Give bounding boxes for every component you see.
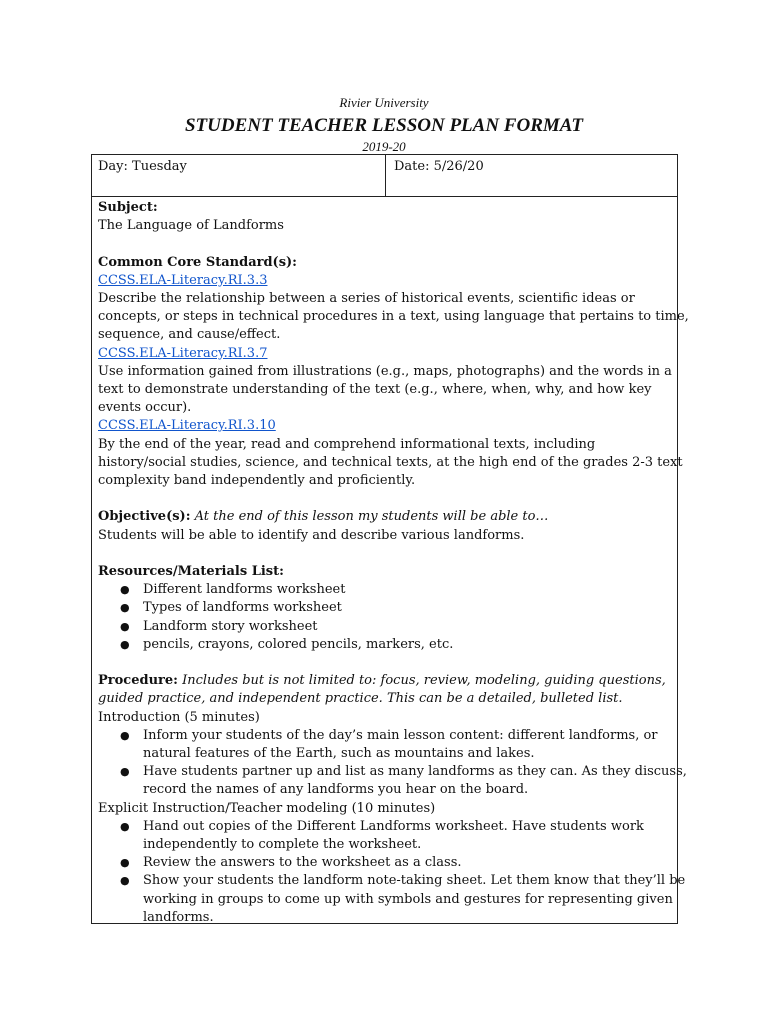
intro-list [98,727,687,800]
subject-label: Subject: [98,200,158,215]
explicit-instruction-heading: Explicit Instruction/Teacher modeling (10 minutes) [98,800,436,816]
standard-link-ri-3-10[interactable]: CCSS.ELA-Literacy.RI.3.10 [98,418,276,434]
spacer [98,545,671,563]
list-item: ● Inform your students of the day’s main lesson content: different landforms, or natural features of the Earth, such as mountains and lakes. [98,727,671,763]
procedure-note: Includes but is not limited to: focus, review, modeling, guiding questions, [177,673,666,689]
standard-text-line: complexity band independently and proficiently. [98,473,416,489]
standard-text-line: history/social studies, science, and technical texts, at the high end of the grades 2-3 text [98,454,683,470]
objective-value: Students will be able to identify and describe various landforms. [98,527,525,543]
procedure-heading [98,672,671,690]
list-item: ● Hand out copies of the Different Landforms worksheet. Have students work independently to complete the worksheet. [98,818,671,854]
objective-prompt: At the end of this lesson my students will be able to… [190,509,549,525]
lesson-body [92,197,689,925]
standard-text-line: events occur). [98,400,192,416]
list-item: ● Landform story worksheet [98,618,671,636]
list-item: ● Show your students the landform note-taking sheet. Let them know that they’ll be working in groups to come up with symbols and gestures for representing given landforms. [98,872,671,927]
day-date-row [92,155,677,197]
intro-heading: Introduction (5 minutes) [98,709,260,725]
list-item: ● Types of landforms worksheet [98,599,671,617]
standard-text-line: text to demonstrate understanding of the text (e.g., where, when, why, and how key [98,382,652,398]
procedure-label: Procedure: [98,673,178,689]
standard-text-line: Describe the relationship between a series of historical events, scientific ideas or [98,291,635,306]
standard-text-line: sequence, and cause/effect. [98,327,281,343]
explicit-instruction-list [98,818,686,927]
day-cell: Day: Tuesday [92,155,386,196]
university-name: Rivier University [339,95,429,110]
standard-link-ri-3-7[interactable]: CCSS.ELA-Literacy.RI.3.7 [98,345,268,361]
standard-text-line: By the end of the year, read and comprehend informational texts, including [98,436,596,452]
lesson-plan-table [91,154,689,925]
document-title: STUDENT TEACHER LESSON PLAN FORMAT [184,115,584,136]
objective-heading [98,508,671,526]
resources-list [98,581,671,654]
school-year: 2019-20 [362,139,406,154]
date-cell: Date: 5/26/20 [394,159,484,174]
standards-label: Common Core Standard(s): [98,254,297,270]
procedure-note-line: guided practice, and independent practice. This can be a detailed, bulleted list. [98,691,623,707]
spacer [98,235,671,253]
objective-label: Objective(s): [98,509,191,525]
standard-text-line: Use information gained from illustrations (e.g., maps, photographs) and the words in a [98,363,672,379]
standard-text-line: concepts, or steps in technical procedures in a text, using language that pertains to time, [98,309,689,325]
list-item: ● pencils, crayons, colored pencils, markers, etc. [98,636,671,654]
spacer [98,490,671,508]
resources-label: Resources/Materials List: [98,564,284,580]
subject-value: The Language of Landforms [98,218,284,234]
list-item: ● Have students partner up and list as many landforms as they can. As they discuss, record the names of any landforms you hear on the board. [98,763,671,799]
document-header [0,94,768,155]
list-item: ● Different landforms worksheet [98,581,671,599]
standard-link-ri-3-3[interactable]: CCSS.ELA-Literacy.RI.3.3 [98,272,268,288]
list-item: ● Review the answers to the worksheet as a class. [98,854,671,872]
spacer [98,654,671,672]
